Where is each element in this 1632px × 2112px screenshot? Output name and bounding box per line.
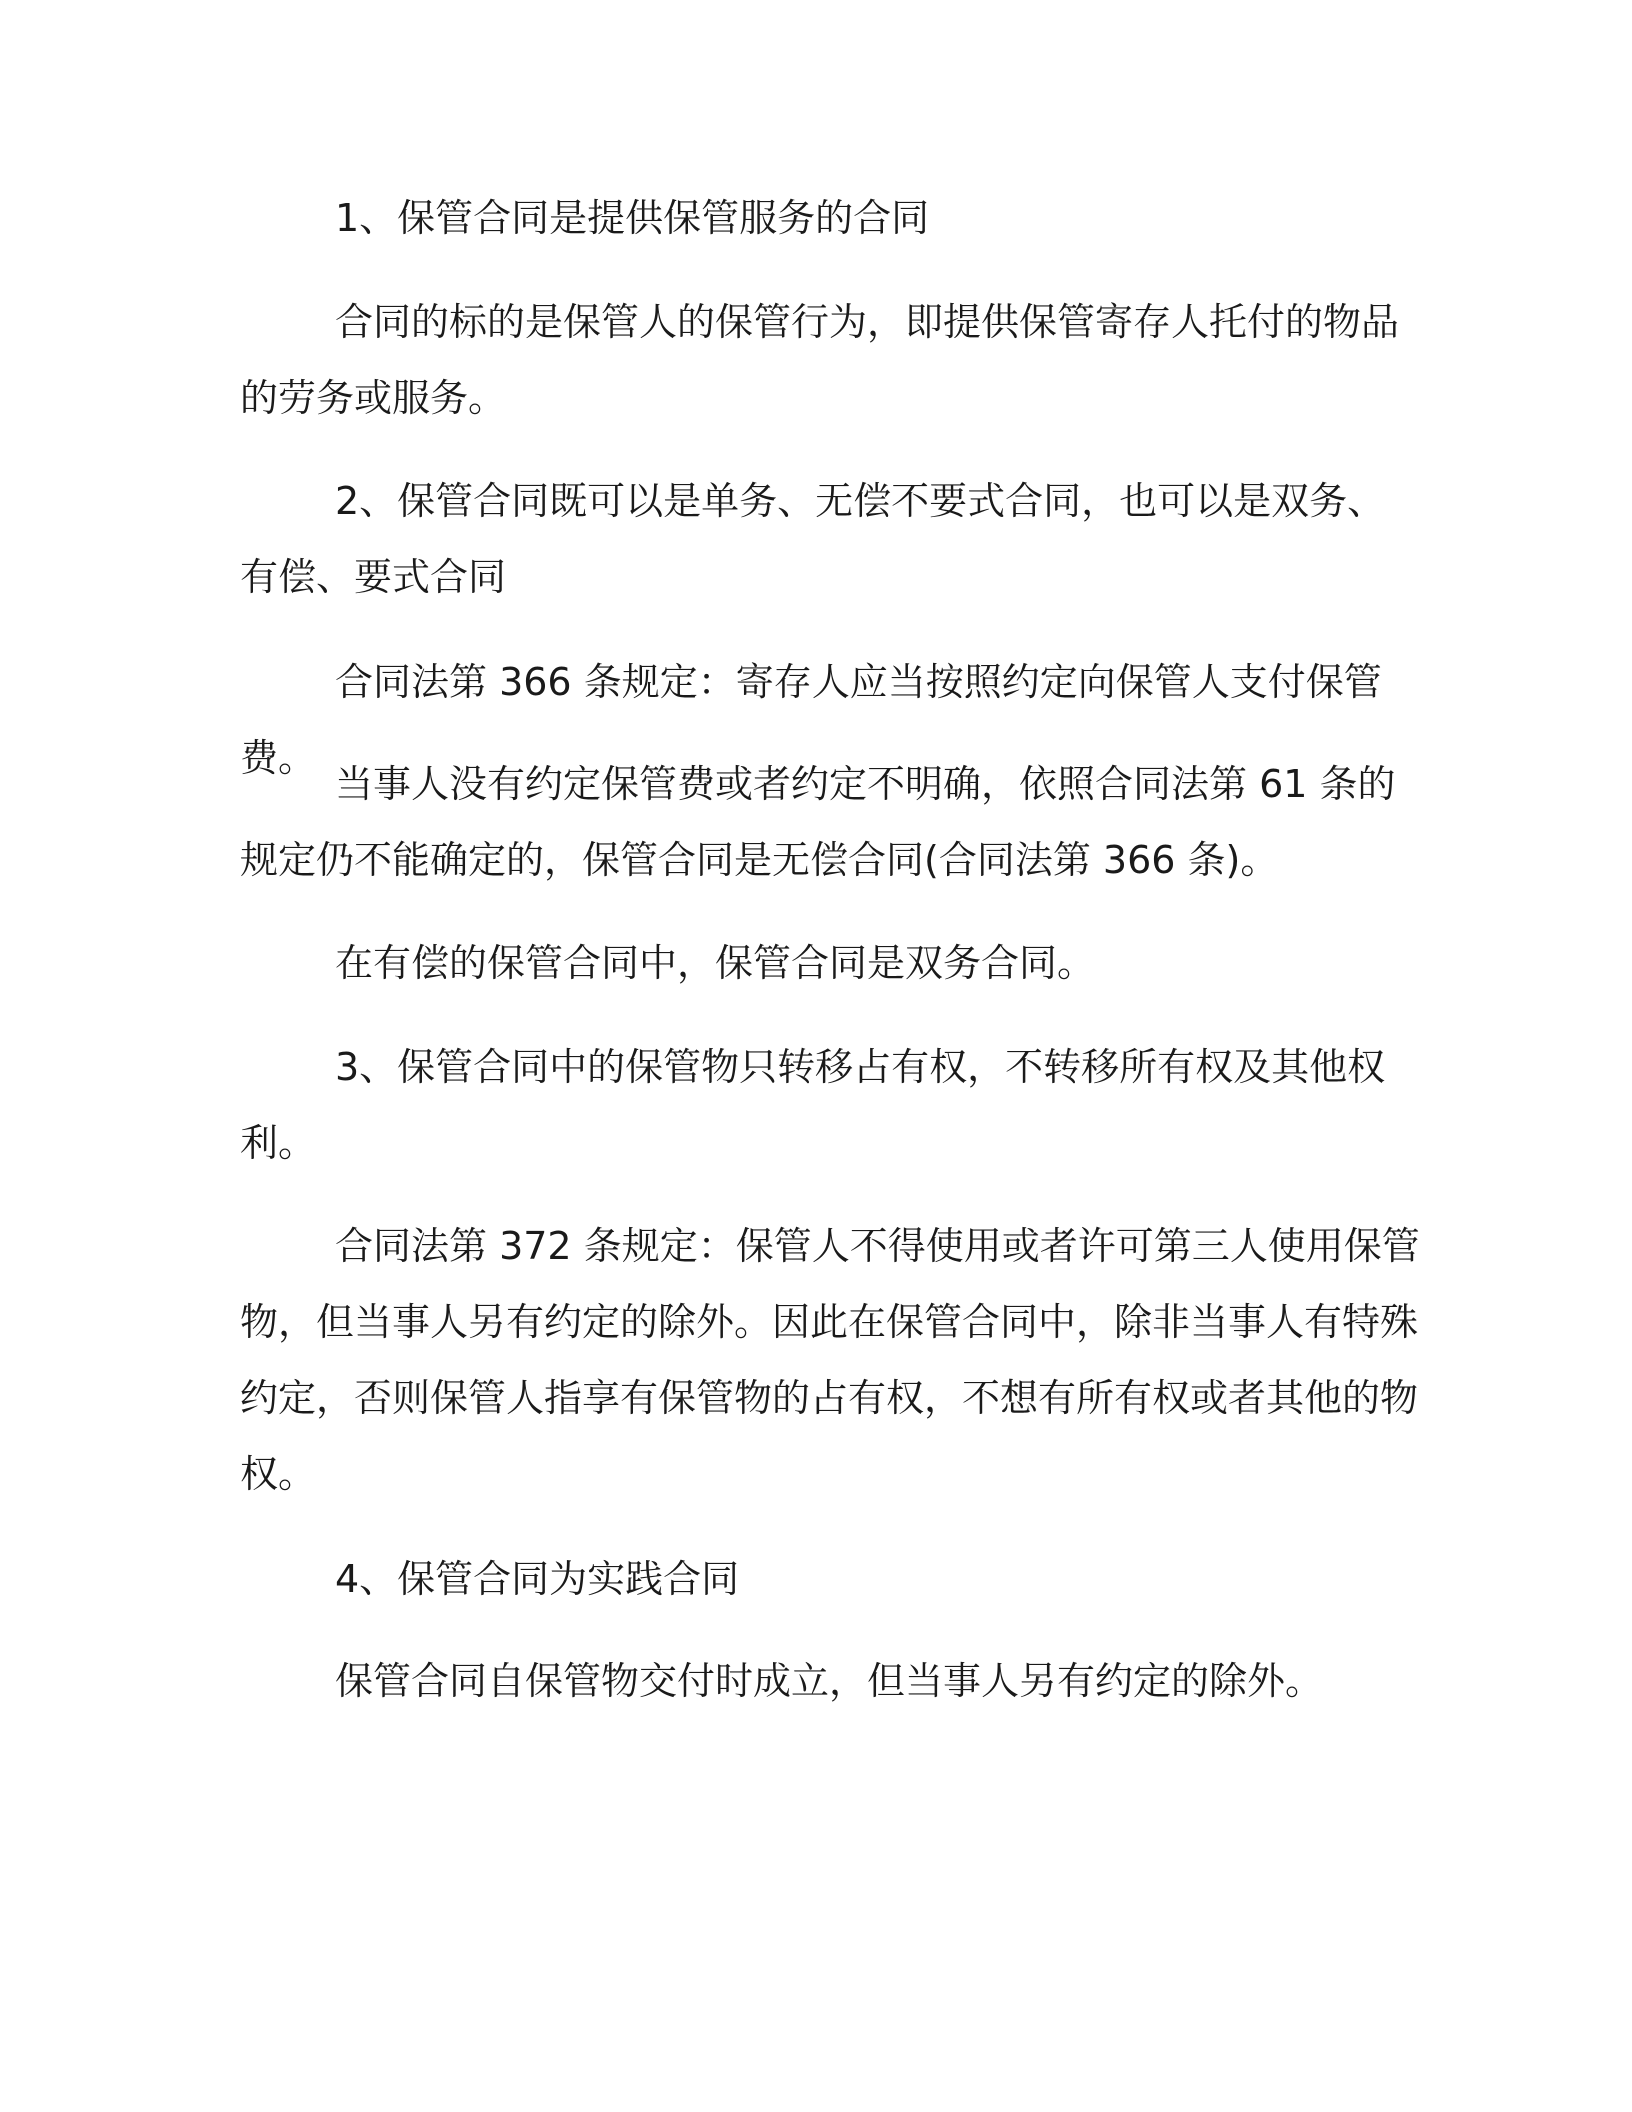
heading-2: 2、保管合同既可以是单务、无偿不要式合同，也可以是双务、有偿、要式合同 (240, 479, 1386, 599)
paragraph-2: 合同法第 366 条规定：寄存人应当按照约定向保管人支付保管费。 (240, 660, 1382, 780)
heading-3: 3、保管合同中的保管物只转移占有权，不转移所有权及其他权利。 (240, 1045, 1386, 1165)
paragraph-6: 保管合同自保管物交付时成立，但当事人另有约定的除外。 (335, 1659, 1324, 1703)
paragraph-4: 在有偿的保管合同中，保管合同是双务合同。 (335, 941, 1096, 985)
paragraph-1: 合同的标的是保管人的保管行为，即提供保管寄存人托付的物品的劳务或服务。 (240, 300, 1400, 420)
heading-4: 4、保管合同为实践合同 (335, 1557, 740, 1601)
paragraph-5: 合同法第 372 条规定：保管人不得使用或者许可第三人使用保管物，但当事人另有约定的除外。因此在保管合同中，除非当事人有特殊约定，否则保管人指享有保管物的占有权，不想有所有权或者其他的物权。 (240, 1224, 1420, 1496)
paragraph-3: 当事人没有约定保管费或者约定不明确，依照合同法第 61 条的规定仍不能确定的，保管合同是无偿合同(合同法第 366 条)。 (240, 762, 1396, 882)
heading-1: 1、保管合同是提供保管服务的合同 (335, 196, 930, 240)
